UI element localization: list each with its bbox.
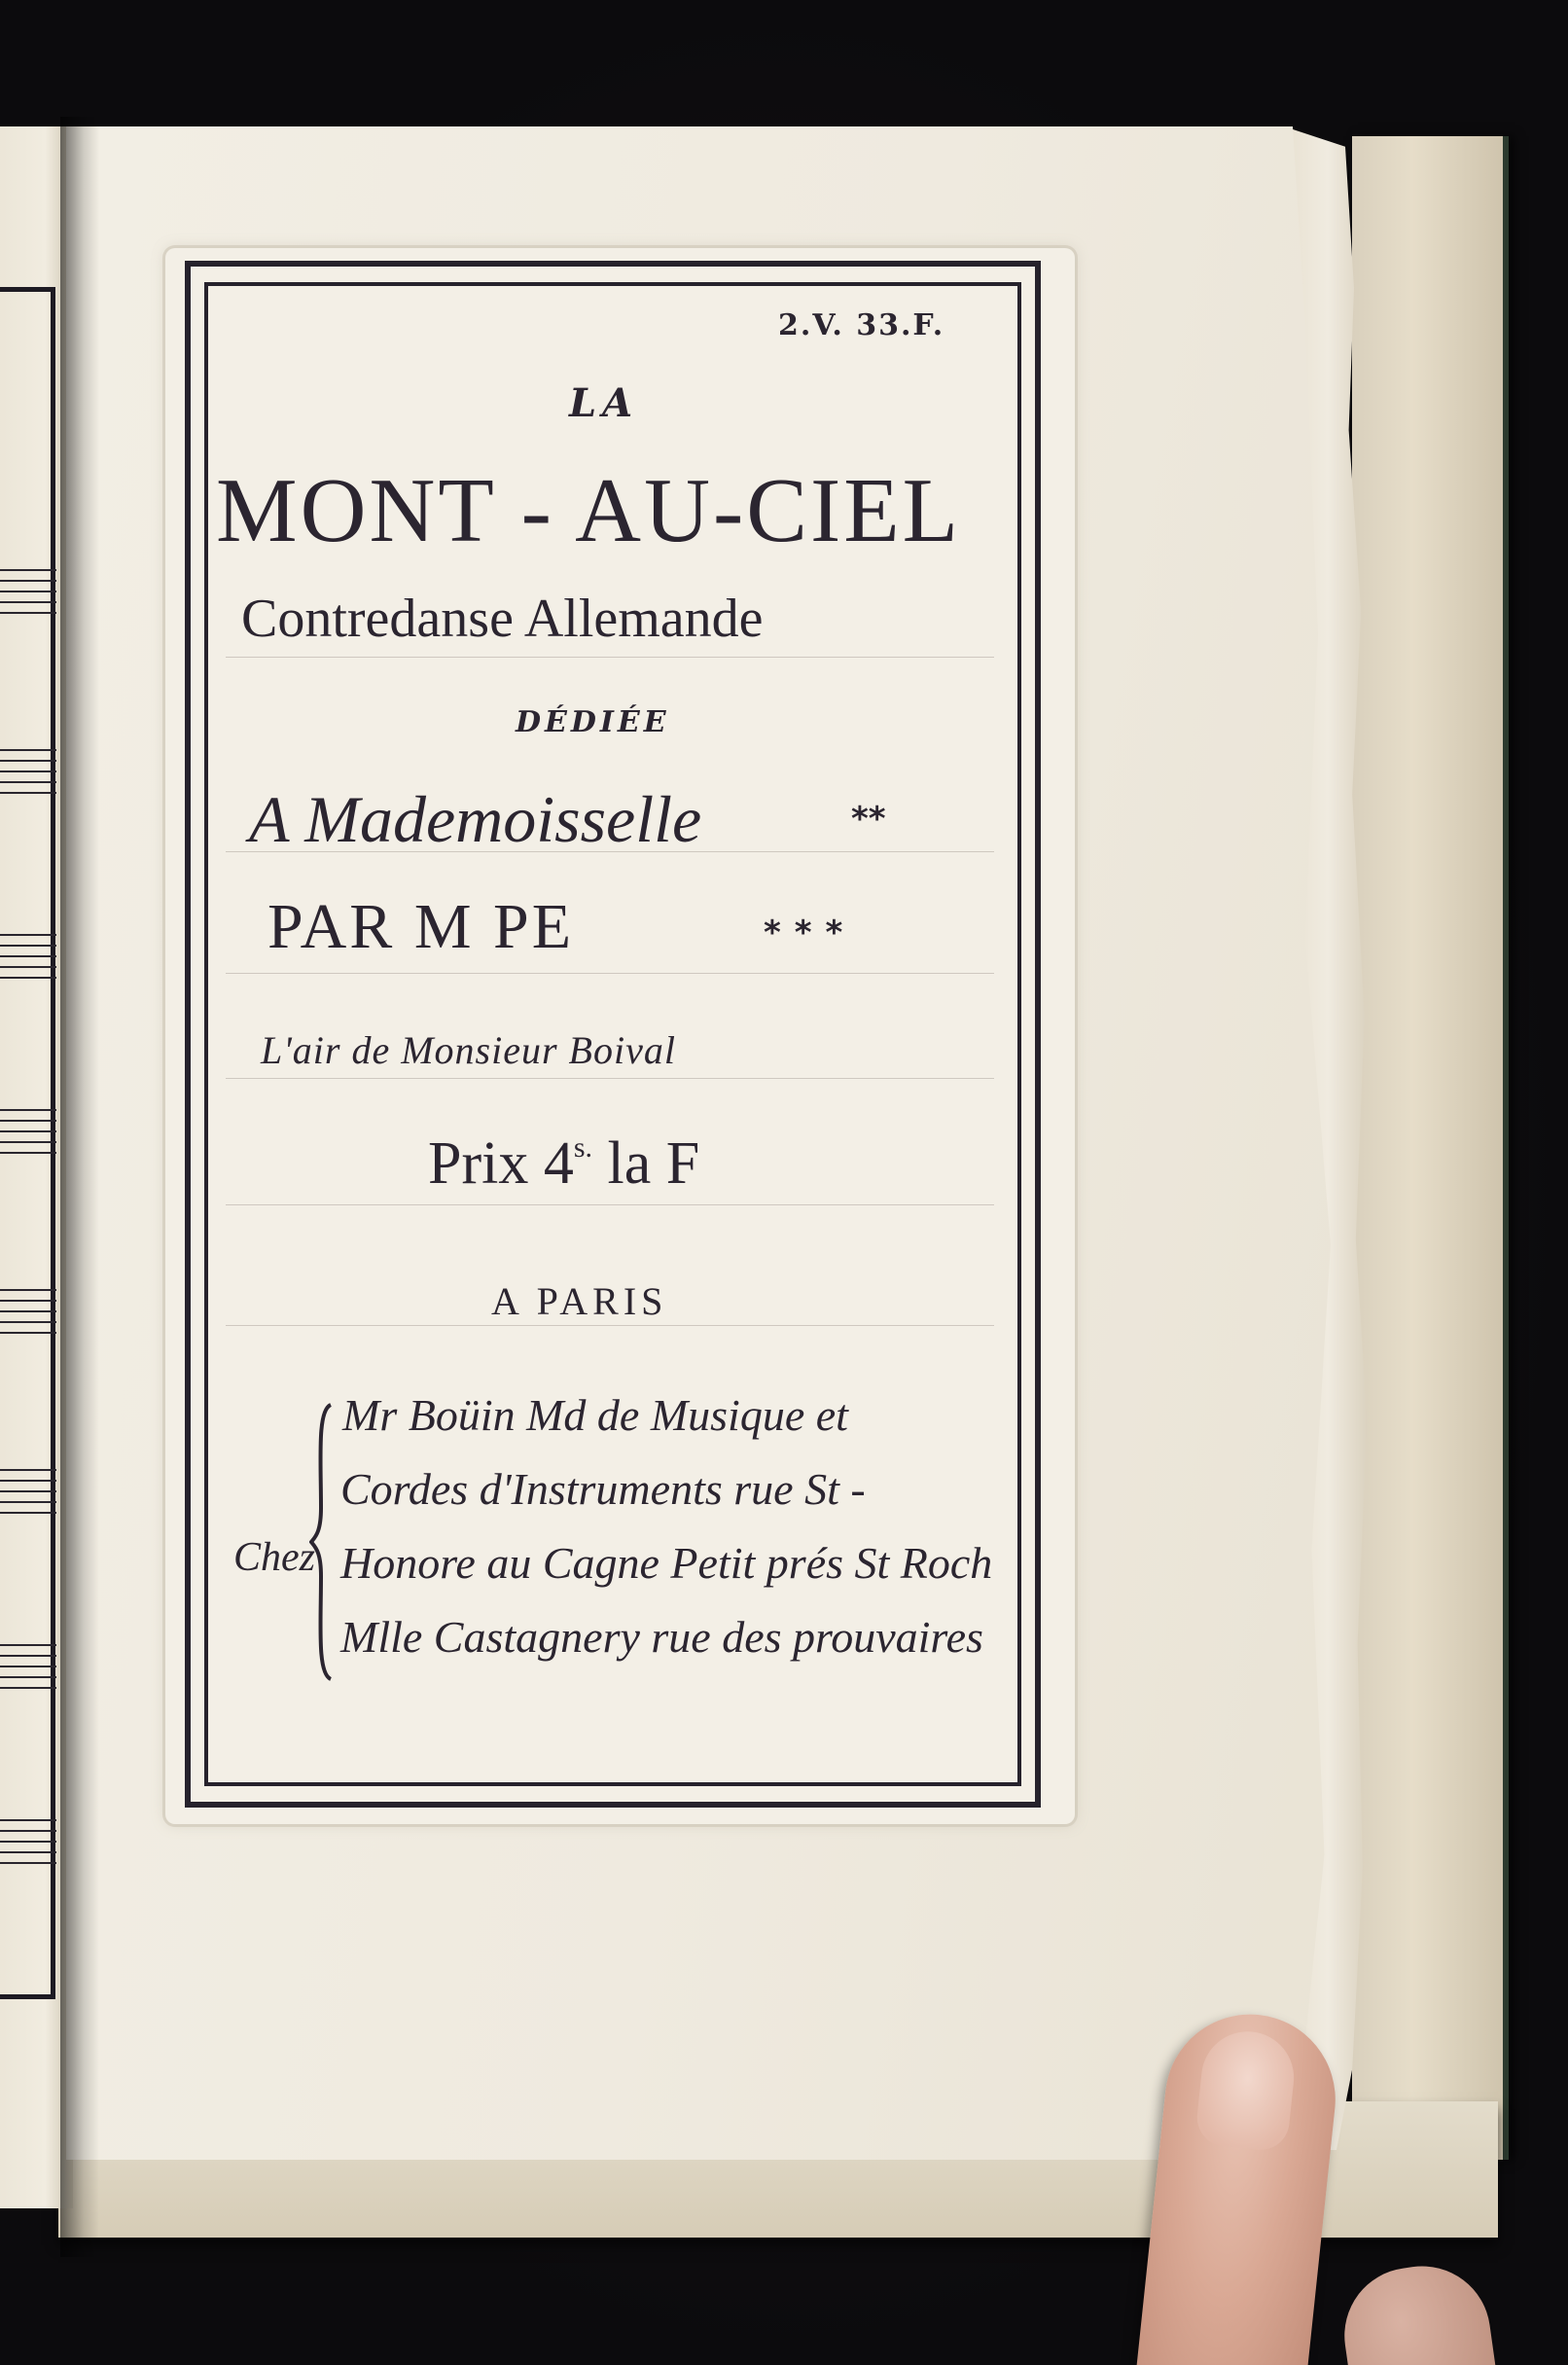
music-staff <box>0 1644 56 1698</box>
music-staff <box>0 1469 56 1523</box>
ruling-line <box>226 1204 994 1205</box>
price-prefix: Prix 4 <box>428 1130 574 1197</box>
price-superscript: s. <box>573 1131 593 1164</box>
ruling-line <box>226 973 994 974</box>
city-line: A PARIS <box>491 1279 668 1323</box>
music-staff <box>0 1109 56 1163</box>
main-title: MONT - AU-CIEL <box>216 460 962 561</box>
publisher-line: Cordes d'Instruments rue St - <box>340 1464 866 1514</box>
dedicatee: A Mademoisselle <box>249 782 702 856</box>
author-stars: *** <box>764 914 857 952</box>
author-line: PAR M PE <box>267 891 575 962</box>
publisher-line: Honore au Cagne Petit prés St Roch <box>340 1538 993 1588</box>
gutter-shadow <box>60 117 99 2257</box>
second-finger <box>1336 2257 1505 2365</box>
publisher-line: Mlle Castagnery rue des prouvaires <box>340 1612 983 1662</box>
dedication-word: DÉDIÉE <box>516 705 670 739</box>
fingernail <box>1194 2027 1299 2153</box>
title-article: LA <box>569 380 639 426</box>
ruling-line <box>226 657 994 658</box>
music-staff <box>0 1819 56 1873</box>
music-staff <box>0 1289 56 1343</box>
book-board-right <box>1352 136 1509 2160</box>
curly-brace <box>309 1401 335 1683</box>
music-staff <box>0 569 56 623</box>
music-staff <box>0 934 56 987</box>
dedicatee-stars: ** <box>851 800 886 839</box>
ruling-line <box>226 1325 994 1326</box>
price-line <box>428 1130 700 1197</box>
music-staff <box>0 749 56 803</box>
air-credit: L'air de Monsieur Boival <box>261 1028 676 1072</box>
publisher-prefix: Chez <box>233 1535 315 1580</box>
subtitle: Contredanse Allemande <box>241 589 764 649</box>
plate-reference: 2.V. 33.F. <box>778 308 945 342</box>
publisher-line: Mr Boüin Md de Musique et <box>342 1390 848 1440</box>
ruling-line <box>226 1078 994 1079</box>
price-suffix: la F <box>607 1130 700 1197</box>
